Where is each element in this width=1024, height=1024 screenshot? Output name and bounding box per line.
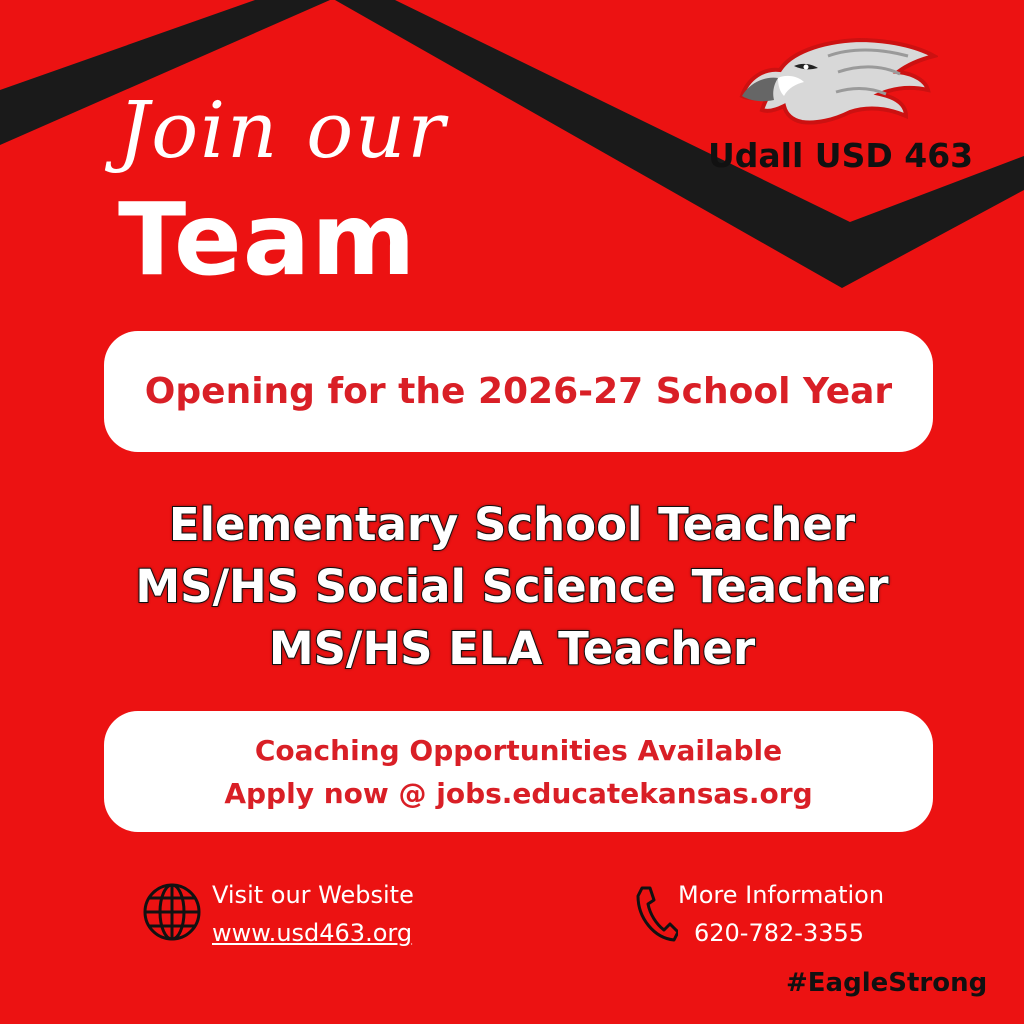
opening-text: Opening for the 2026-27 School Year bbox=[144, 371, 893, 412]
position-item: MS/HS Social Science Teacher bbox=[135, 560, 889, 613]
phone-number[interactable]: 620-782-3355 bbox=[694, 919, 865, 947]
apply-link[interactable]: Apply now @ jobs.educatekansas.org bbox=[224, 776, 813, 810]
more-info-label: More Information bbox=[678, 881, 885, 909]
join-heading: Join our bbox=[118, 86, 447, 176]
hashtag: #EagleStrong bbox=[786, 968, 988, 998]
opening-banner bbox=[104, 331, 933, 452]
phone-icon bbox=[634, 884, 678, 953]
globe-icon bbox=[142, 882, 202, 953]
position-item: Elementary School Teacher bbox=[168, 498, 856, 551]
positions-list bbox=[0, 494, 1024, 680]
district-name: Udall USD 463 bbox=[708, 136, 974, 175]
website-link[interactable]: www.usd463.org bbox=[212, 919, 413, 947]
apply-banner bbox=[104, 711, 933, 832]
position-item: MS/HS ELA Teacher bbox=[268, 622, 756, 675]
coaching-text: Coaching Opportunities Available bbox=[254, 733, 783, 767]
website-label: Visit our Website bbox=[212, 881, 414, 909]
eagle-head-icon bbox=[738, 36, 938, 132]
team-heading: Team bbox=[118, 181, 417, 298]
